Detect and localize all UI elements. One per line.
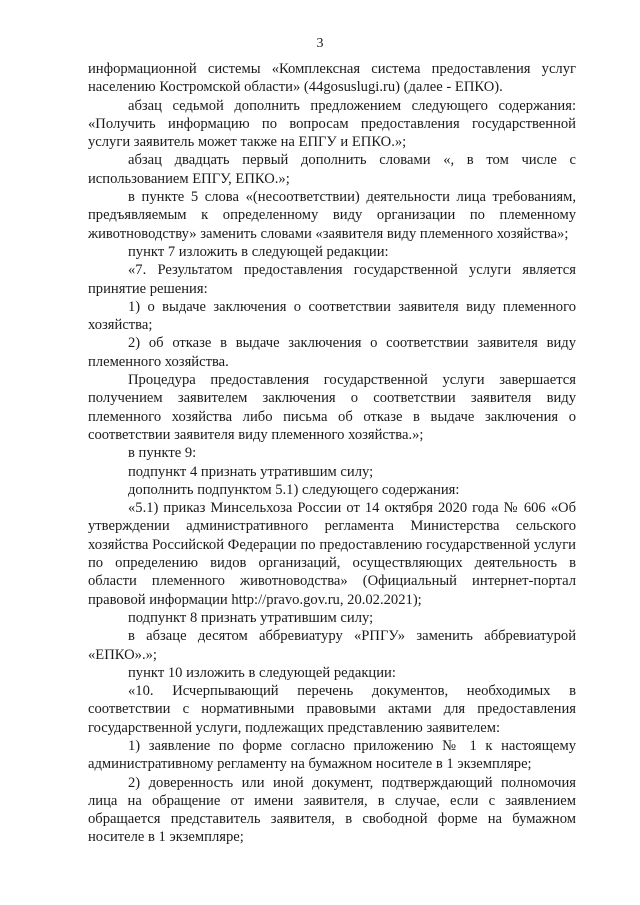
- page-number: 3: [316, 36, 324, 51]
- paragraph: «7. Результатом предоставления государственной услуги является принятие решения:: [88, 262, 576, 297]
- paragraph: пункт 7 изложить в следующей редакции:: [128, 243, 389, 260]
- paragraph: «5.1) приказ Минсельхоза России от 14 октября 2020 года № 606 «Об утверждении административного регламента Министерства сельского хозяйства Российской Федерации по предоставлению государственной услуги по определению видов организаций, осуществляющих деятельность в области племенного животноводства» (Официальный интернет-портал правовой информации http://pravo.gov.ru, 20.02.2021);: [88, 500, 576, 608]
- paragraph: пункт 10 изложить в следующей редакции:: [128, 664, 396, 681]
- paragraph: абзац седьмой дополнить предложением следующего содержания: «Получить информацию по вопросам предоставления государственной услуги заявитель может также на ЕПГУ и ЕПКО.»;: [88, 97, 576, 151]
- paragraph: Процедура предоставления государственной услуги завершается получением заявителем заключения о соответствии заявителя виду племенного хозяйства либо письма об отказе в выдаче заключения о соответствии заявителя виду племенного хозяйства.»;: [88, 372, 576, 443]
- paragraph: информационной системы «Комплексная система предоставления услуг населению Костромской области» (44gosuslugi.ru) (далее - ЕПКО).: [88, 61, 576, 96]
- paragraph: подпункт 8 признать утратившим силу;: [128, 609, 374, 626]
- paragraph: 2) об отказе в выдаче заключения о соответствии заявителя виду племенного хозяйства.: [88, 335, 576, 370]
- paragraph: 2) доверенность или иной документ, подтверждающий полномочия лица на обращение от имени заявителя, в случае, если с заявлением обращается представитель заявителя, в свободной форме на бумажном носителе в 1 экземпляре;: [88, 774, 576, 846]
- paragraph: 1) заявление по форме согласно приложению № 1 к настоящему административному регламенту на бумажном носителе в 1 экземпляре;: [88, 737, 576, 773]
- paragraph: в пункте 5 слова «(несоответствии) деятельности лица требованиям, предъявляемым к определенному виду организации по племенному животноводству» заменить словами «заявителя виду племенного хозяйства»;: [88, 189, 576, 242]
- paragraph: дополнить подпунктом 5.1) следующего содержания:: [128, 481, 460, 498]
- paragraph: в пункте 9:: [128, 445, 197, 462]
- paragraph: 1) о выдаче заключения о соответствии заявителя виду племенного хозяйства;: [88, 298, 576, 334]
- paragraph: абзац двадцать первый дополнить словами «, в том числе с использованием ЕПГУ, ЕПКО.»;: [88, 152, 576, 187]
- paragraph: «10. Исчерпывающий перечень документов, необходимых в соответствии с нормативными правовыми актами для предоставления государственной услуги, подлежащих представлению заявителем:: [88, 683, 576, 736]
- paragraph: в абзаце десятом аббревиатуру «РПГУ» заменить аббревиатурой «ЕПКО».»;: [88, 628, 576, 663]
- paragraph: подпункт 4 признать утратившим силу;: [128, 463, 374, 480]
- document-body: [88, 60, 576, 847]
